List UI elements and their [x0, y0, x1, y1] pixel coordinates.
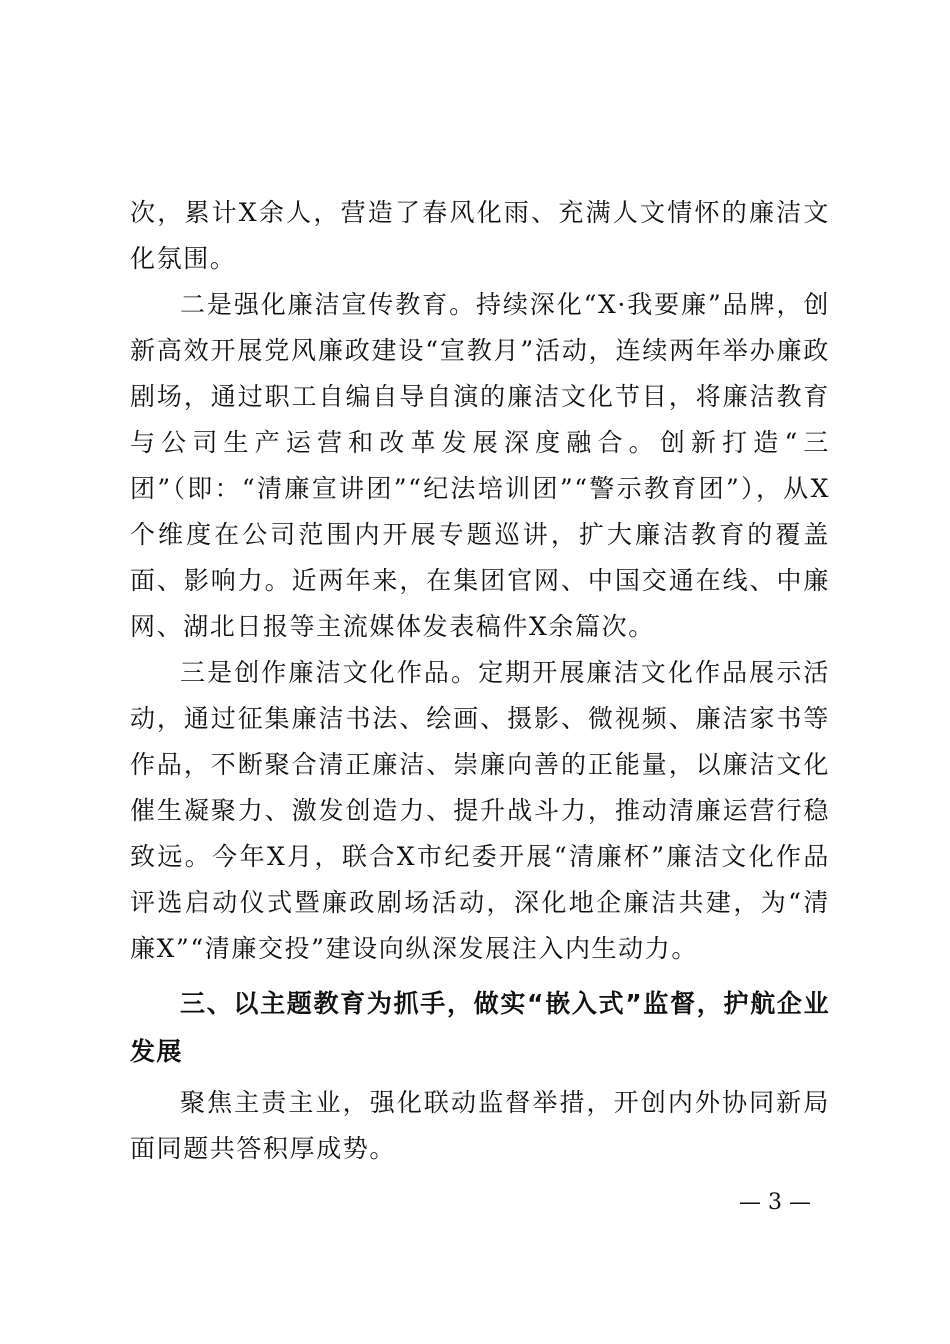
paragraph-section-intro: 聚焦主责主业，强化联动监督举措，开创内外协同新局面同题共答积厚成势。 [130, 1088, 830, 1163]
paragraph-publicity-education: 二是强化廉洁宣传教育。持续深化“X·我要廉”品牌，创新高效开展党风廉政建设“宣教月”活动，连续两年举办廉政剧场，通过职工自编自导自演的廉洁文化节目，将廉洁教育与公司生产运营和改革发展深度融合。创新打造“三团”（即：“清廉宣讲团”“纪法培训团”“警示教育团”），从X个维度在公司范围内开展专题巡讲，扩大廉洁教育的覆盖面、影响力。近两年来，在集团官网、中国交通在线、中廉网、湖北日报等主流媒体发表稿件X余篇次。 [130, 290, 830, 641]
paragraph-continuation: 次，累计X余人，营造了春风化雨、充满人文情怀的廉洁文化氛围。 [130, 198, 830, 273]
paragraph-cultural-works: 三是创作廉洁文化作品。定期开展廉洁文化作品展示活动，通过征集廉洁书法、绘画、摄影、微视频、廉洁家书等作品，不断聚合清正廉洁、崇廉向善的正能量，以廉洁文化催生凝聚力、激发创造力、提升战斗力，推动清廉运营行稳致远。今年X月，联合X市纪委开展“清廉杯”廉洁文化作品评选启动仪式暨廉政剧场活动，深化地企廉洁共建，为“清廉X”“清廉交投”建设向纵深发展注入内生动力。 [130, 658, 830, 963]
document-body [130, 190, 830, 1172]
page-number: — 3 — [739, 1190, 811, 1215]
section-heading: 三、以主题教育为抓手，做实“嵌入式”监督，护航企业发展 [130, 989, 830, 1066]
